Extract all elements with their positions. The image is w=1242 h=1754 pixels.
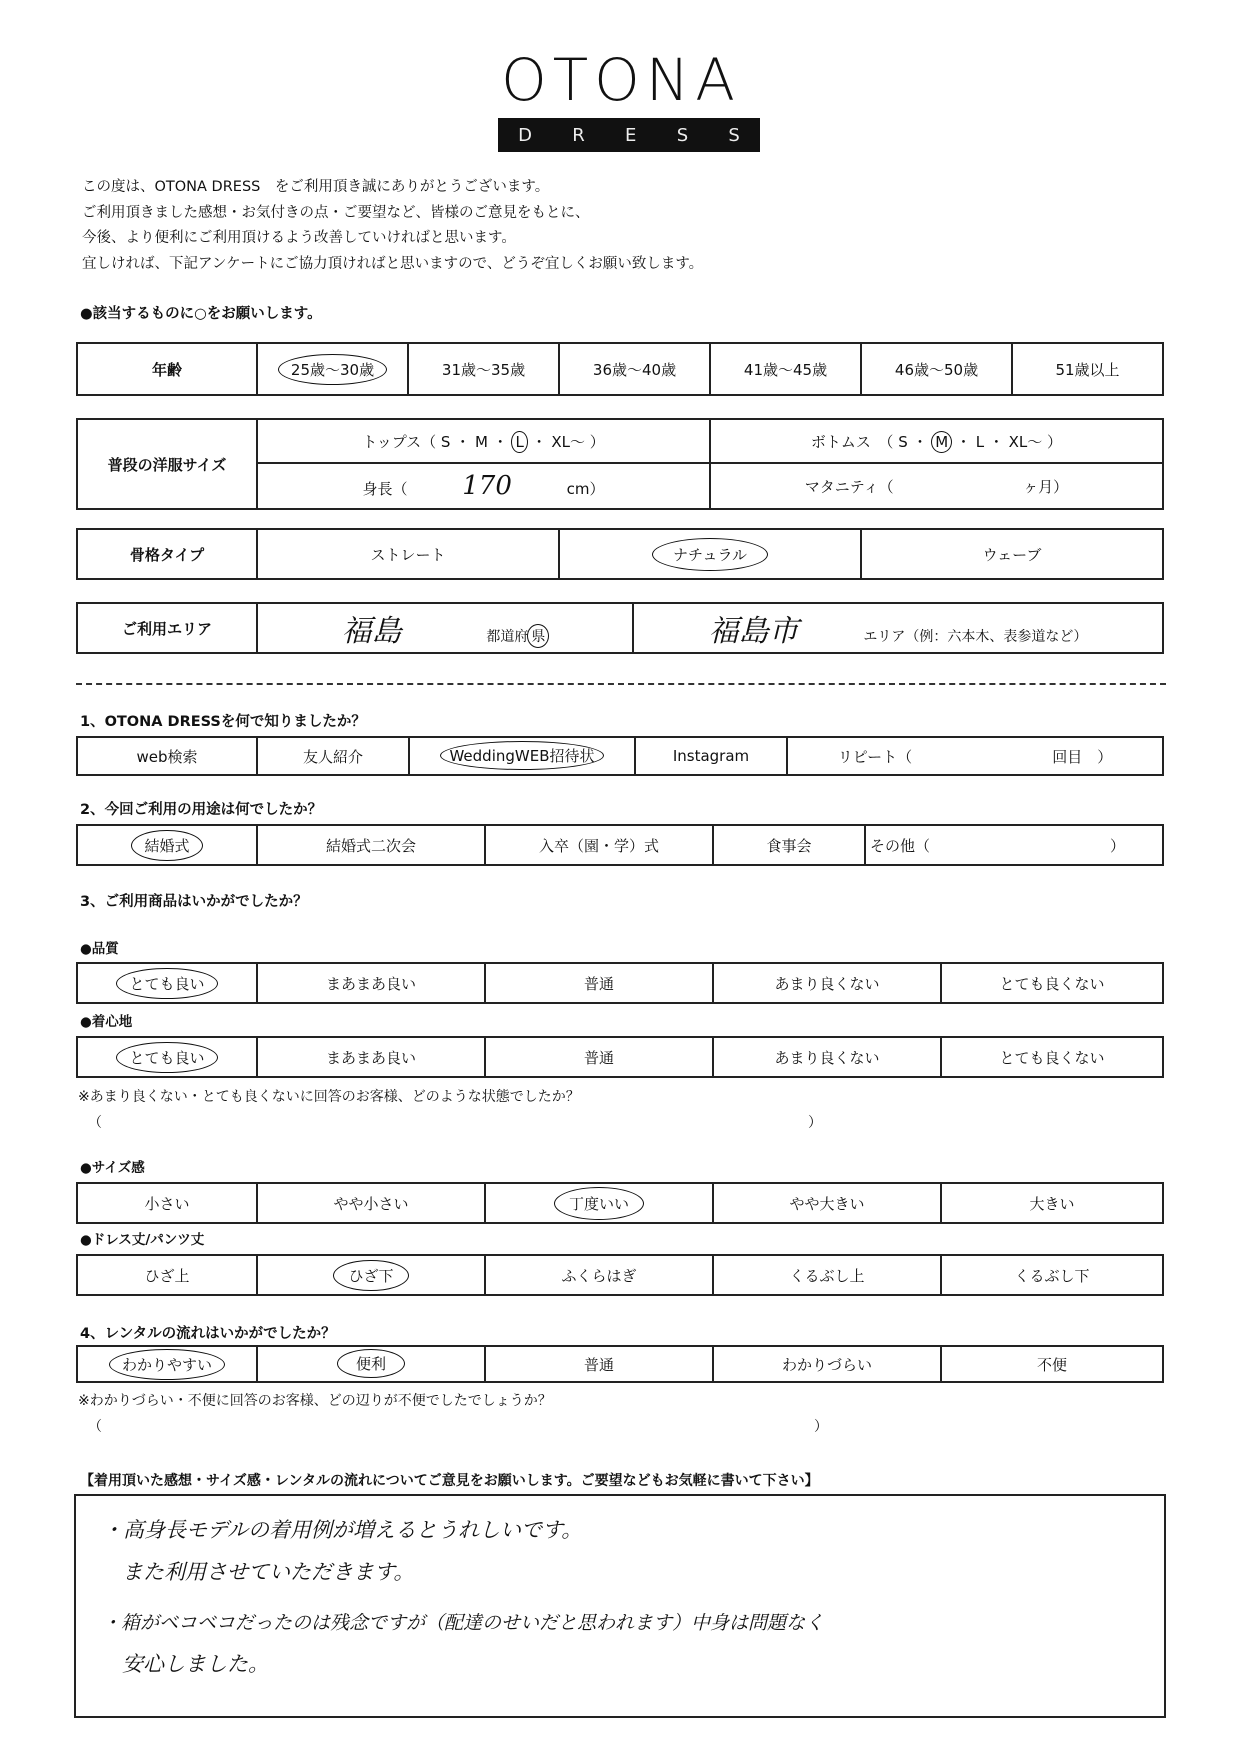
- quality-option[interactable]: まあまあ良い: [257, 963, 485, 1003]
- q4-table: [76, 1345, 1164, 1383]
- q1-option[interactable]: [409, 737, 635, 775]
- intro-line: 宜しければ、下記アンケートにご協力頂ければと思いますので、どうぞ宜しくお願い致します。: [82, 255, 704, 272]
- age-option[interactable]: 51歳以上: [1012, 343, 1163, 395]
- selected-circle: わかりやすい: [109, 1349, 225, 1380]
- fit-table: [76, 1182, 1164, 1224]
- city-field[interactable]: 福島市 エリア（例：六本木、表参道など）: [633, 603, 1163, 653]
- selected-circle: 便利: [337, 1349, 405, 1378]
- logo-subtitle-bar: [498, 118, 760, 152]
- prefecture-value: 福島: [341, 614, 402, 649]
- logo-letter: R: [572, 124, 585, 146]
- fit-option[interactable]: やや大きい: [713, 1183, 941, 1223]
- area-table: [76, 602, 1164, 654]
- quality-option[interactable]: 普通: [485, 963, 713, 1003]
- quality-option[interactable]: あまり良くない: [713, 963, 941, 1003]
- length-option[interactable]: [257, 1255, 485, 1295]
- selected-circle: 25歳〜30歳: [278, 354, 387, 385]
- height-field[interactable]: 身長（ 170 cm）: [257, 463, 710, 509]
- age-option[interactable]: 46歳〜50歳: [861, 343, 1012, 395]
- comfort-option[interactable]: [77, 1037, 257, 1077]
- comfort-option[interactable]: とても良くない: [941, 1037, 1163, 1077]
- logo-title: OTONA: [501, 46, 741, 114]
- intro-text: [82, 175, 703, 277]
- q4-option[interactable]: [77, 1346, 257, 1382]
- body-type-option[interactable]: ストレート: [257, 529, 559, 579]
- fit-option[interactable]: [485, 1183, 713, 1223]
- quality-option[interactable]: とても良くない: [941, 963, 1163, 1003]
- q4-option[interactable]: [257, 1346, 485, 1382]
- logo-letter: E: [625, 124, 637, 146]
- comfort-option[interactable]: 普通: [485, 1037, 713, 1077]
- maternity-field[interactable]: マタニティ（ ヶ月）: [710, 463, 1163, 509]
- q1-title: 1、OTONA DRESSを何で知りましたか？: [80, 714, 366, 730]
- q4-option[interactable]: 不便: [941, 1346, 1163, 1382]
- quality-label: ●品質: [80, 941, 119, 957]
- q1-option[interactable]: 友人紹介: [257, 737, 409, 775]
- logo-letter: S: [728, 124, 740, 146]
- selected-circle: L: [511, 431, 527, 453]
- length-option[interactable]: くるぶし上: [713, 1255, 941, 1295]
- comfort-close-paren: ）: [808, 1115, 822, 1131]
- comment-line: ・高身長モデルの着用例が増えるとうれしいです。: [102, 1518, 583, 1542]
- length-table: [76, 1254, 1164, 1296]
- selected-circle: 結婚式: [131, 830, 202, 861]
- q4-option[interactable]: 普通: [485, 1346, 713, 1382]
- comments-title: 【着用頂いた感想・サイズ感・レンタルの流れについてご意見をお願いします。ご要望などもお気軽に書いて下さい】: [80, 1473, 819, 1489]
- instruction: ●該当するものに○をお願いします。: [80, 306, 322, 322]
- q4-close-paren: ）: [814, 1419, 828, 1435]
- selected-circle: ひざ下: [333, 1260, 408, 1291]
- logo-letter: S: [676, 124, 689, 146]
- comment-line: 安心しました。: [122, 1652, 269, 1676]
- age-option[interactable]: [257, 343, 408, 395]
- age-label: 年齢: [77, 343, 257, 395]
- length-option[interactable]: ひざ上: [77, 1255, 257, 1295]
- fit-option[interactable]: やや小さい: [257, 1183, 485, 1223]
- q1-option[interactable]: Instagram: [635, 737, 787, 775]
- fit-option[interactable]: 大きい: [941, 1183, 1163, 1223]
- age-option[interactable]: 31歳〜35歳: [408, 343, 559, 395]
- comfort-label: ●着心地: [80, 1014, 133, 1030]
- q4-title: 4、レンタルの流れはいかがでしたか？: [80, 1326, 336, 1342]
- q1-table: [76, 736, 1164, 776]
- divider: [76, 683, 1166, 685]
- age-option[interactable]: 41歳〜45歳: [710, 343, 861, 395]
- q2-option[interactable]: [77, 825, 257, 865]
- comment-line: ・箱がベコベコだったのは残念ですが（配達のせいだと思われます）中身は問題なく: [102, 1612, 825, 1634]
- q1-repeat[interactable]: リピート（ 回目 ）: [787, 737, 1163, 775]
- comfort-open-paren: （: [88, 1115, 102, 1131]
- logo-letter: D: [518, 124, 532, 146]
- height-value: 170: [462, 471, 512, 501]
- fit-label: ●サイズ感: [80, 1160, 145, 1176]
- q2-table: [76, 824, 1164, 866]
- size-table: [76, 418, 1164, 510]
- selected-circle: とても良い: [116, 968, 217, 999]
- age-option[interactable]: 36歳〜40歳: [559, 343, 710, 395]
- selected-circle: WeddingWEB招待状: [440, 741, 603, 770]
- selected-circle: 県: [527, 624, 549, 648]
- length-label: ●ドレス丈/パンツ丈: [80, 1232, 205, 1248]
- comfort-note: ※あまり良くない・とても良くないに回答のお客様、どのような状態でしたか？: [78, 1089, 580, 1105]
- size-label: 普段の洋服サイズ: [77, 419, 257, 509]
- q2-other[interactable]: その他（ ）: [865, 825, 1163, 865]
- length-option[interactable]: くるぶし下: [941, 1255, 1163, 1295]
- q2-option[interactable]: 結婚式二次会: [257, 825, 485, 865]
- fit-option[interactable]: 小さい: [77, 1183, 257, 1223]
- body-type-label: 骨格タイプ: [77, 529, 257, 579]
- age-table: [76, 342, 1164, 396]
- comment-line: また利用させていただきます。: [122, 1560, 415, 1584]
- comfort-option[interactable]: まあまあ良い: [257, 1037, 485, 1077]
- q2-title: 2、今回ご利用の用途は何でしたか？: [80, 802, 323, 818]
- intro-line: この度は、OTONA DRESS をご利用頂き誠にありがとうございます。: [82, 179, 550, 195]
- selected-circle: M: [931, 431, 952, 453]
- q2-option[interactable]: 入卒（園・学）式: [485, 825, 713, 865]
- selected-circle: 丁度いい: [554, 1187, 644, 1220]
- prefecture-field[interactable]: 福島 都道府 県: [257, 603, 633, 653]
- intro-line: ご利用頂きました感想・お気付きの点・ご要望など、皆様のご意見をもとに、: [82, 204, 590, 221]
- area-label: ご利用エリア: [77, 603, 257, 653]
- q4-open-paren: （: [88, 1419, 102, 1435]
- q4-note: ※わかりづらい・不便に回答のお客様、どの辺りが不便でしたでしょうか？: [78, 1393, 552, 1409]
- city-value: 福島市: [708, 614, 799, 649]
- comments-box[interactable]: [74, 1494, 1166, 1718]
- intro-line: 今後、より便利にご利用頂けるよう改善していければと思います。: [82, 230, 516, 246]
- body-type-option[interactable]: [559, 529, 861, 579]
- q1-option[interactable]: web検索: [77, 737, 257, 775]
- q3-title: 3、ご利用商品はいかがでしたか？: [80, 894, 308, 910]
- selected-circle: とても良い: [116, 1042, 217, 1073]
- bottoms-size[interactable]: ボトムス （ S ・ M ・ L ・ XL〜 ）: [710, 419, 1163, 463]
- q4-option[interactable]: わかりづらい: [713, 1346, 941, 1382]
- q2-option[interactable]: 食事会: [713, 825, 865, 865]
- quality-table: [76, 962, 1164, 1004]
- comfort-table: [76, 1036, 1164, 1078]
- selected-circle: ナチュラル: [652, 538, 768, 571]
- body-type-table: [76, 528, 1164, 580]
- length-option[interactable]: ふくらはぎ: [485, 1255, 713, 1295]
- tops-size[interactable]: トップス（ S ・ M ・ L ・ XL〜 ）: [257, 419, 710, 463]
- body-type-option[interactable]: ウェーブ: [861, 529, 1163, 579]
- comfort-option[interactable]: あまり良くない: [713, 1037, 941, 1077]
- quality-option[interactable]: [77, 963, 257, 1003]
